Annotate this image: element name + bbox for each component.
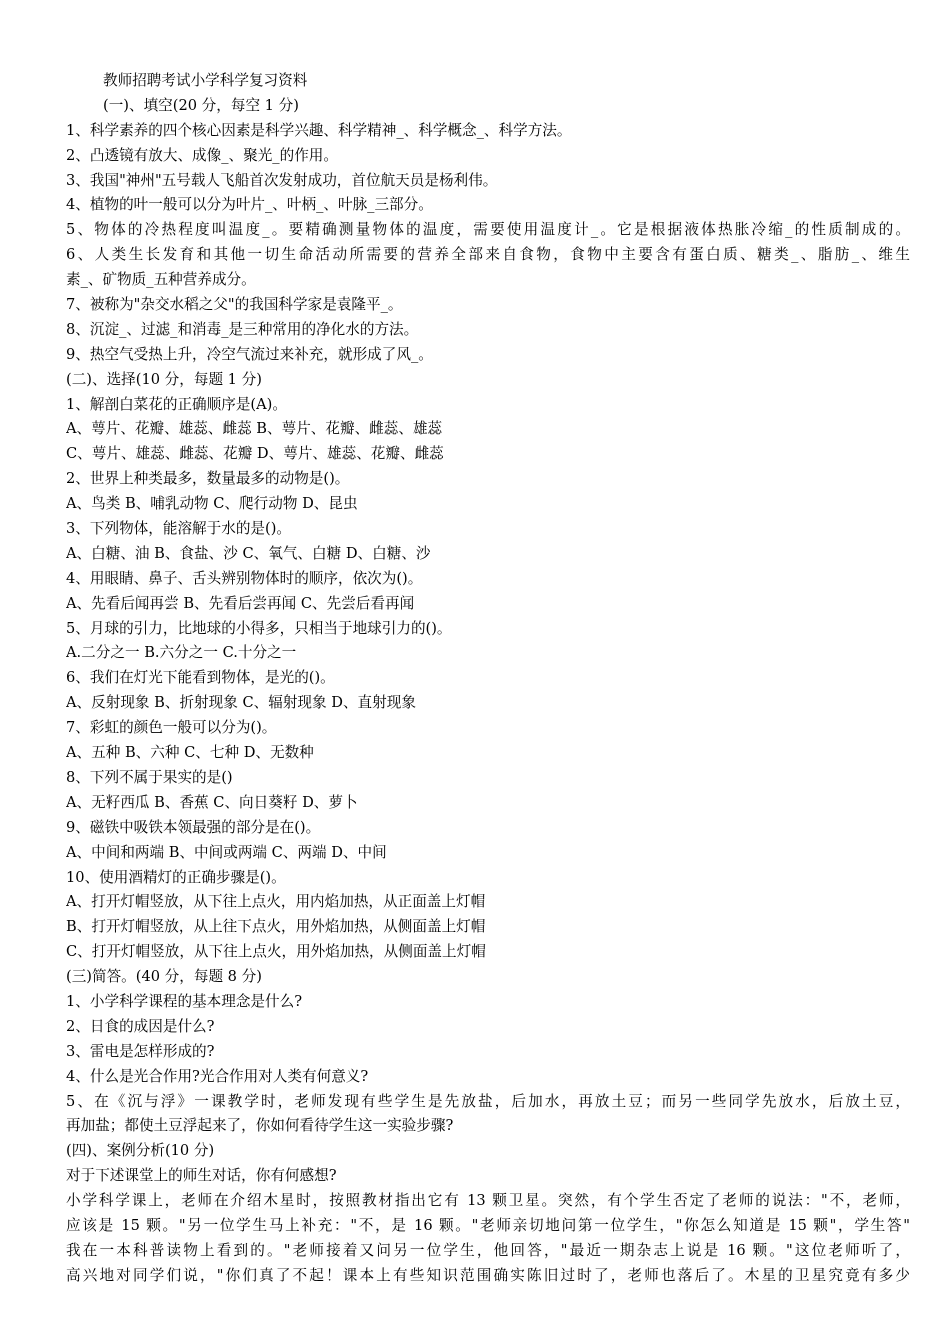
text-line: 对于下述课堂上的师生对话，你有何感想? [66,1167,337,1185]
text-line: 2、日食的成因是什么? [66,1017,215,1035]
text-line: 高兴地对同学们说，"你们真了不起！课本上有些知识范围确实陈旧过时了，老师也落后了。木星的卫星究竟有多少 [66,1266,910,1284]
text-line: 1、小学科学课程的基本理念是什么? [66,992,303,1010]
text-line: A、萼片、花瓣、雄蕊、雌蕊 B、萼片、花瓣、雌蕊、雄蕊 [66,420,443,438]
document-title: 教师招聘考试小学科学复习资料 [103,72,308,89]
text-line: A、打开灯帽竖放，从下往上点火，用内焰加热，从正面盖上灯帽 [66,893,486,911]
text-line: 5、物体的冷热程度叫温度_。要精确测量物体的温度，需要使用温度计_。它是根据液体热胀冷缩_的性质制成的。 [66,221,910,239]
text-line: 9、热空气受热上升，冷空气流过来补充，就形成了风_。 [66,345,433,363]
text-line: 7、彩虹的颜色一般可以分为()。 [66,719,277,737]
section-heading-choice: (二)、选择(10 分，每题 1 分) [66,370,262,388]
text-line: 应该是 15 颗。"另一位学生马上补充："不，是 16 颗。"老师亲切地问第一位学生，"你怎么知道是 15 颗"，学生答" [66,1216,910,1234]
text-line: 2、凸透镜有放大、成像_、聚光_的作用。 [66,146,338,164]
text-line: 8、沉淀_、过滤_和消毒_是三种常用的净化水的方法。 [66,320,419,338]
text-line: 7、被称为"杂交水稻之父"的我国科学家是袁隆平_。 [66,296,403,314]
text-line: 2、世界上种类最多，数量最多的动物是()。 [66,470,350,488]
text-line: A、无籽西瓜 B、香蕉 C、向日葵籽 D、萝卜 [66,793,358,811]
text-line: A、白糖、油 B、食盐、沙 C、氧气、白糖 D、白糖、沙 [66,544,431,562]
text-line: 4、什么是光合作用?光合作用对人类有何意义? [66,1067,369,1085]
text-line: 5、在《沉与浮》一课教学时，老师发现有些学生是先放盐，后加水，再放土豆；而另一些同学先放水，后放土豆， [66,1092,910,1110]
text-line: 8、下列不属于果实的是() [66,768,233,786]
text-line: 6、我们在灯光下能看到物体，是光的()。 [66,669,335,687]
text-line: 3、我国"神州"五号载人飞船首次发射成功，首位航天员是杨利伟。 [66,171,498,189]
section-heading-case-analysis: (四)、案例分析(10 分) [66,1142,215,1160]
text-line: A、五种 B、六种 C、七种 D、无数种 [66,744,314,762]
section-heading-short-answer: (三)简答。(40 分，每题 8 分) [66,968,262,986]
text-line: C、萼片、雄蕊、雌蕊、花瓣 D、萼片、雄蕊、花瓣、雌蕊 [66,445,444,463]
text-line: 4、植物的叶一般可以分为叶片_、叶柄_、叶脉_三部分。 [66,196,433,214]
text-line: 4、用眼睛、鼻子、舌头辨别物体时的顺序，依次为()。 [66,569,423,587]
text-line: 素_、矿物质_五种营养成分。 [66,271,256,289]
text-line: B、打开灯帽竖放，从上往下点火，用外焰加热，从侧面盖上灯帽 [66,918,486,936]
text-line: 1、科学素养的四个核心因素是科学兴趣、科学精神_、科学概念_、科学方法。 [66,121,572,139]
section-heading-fill-in: (一)、填空(20 分，每空 1 分) [103,96,299,114]
text-line: A、中间和两端 B、中间或两端 C、两端 D、中间 [66,843,387,861]
text-line: 5、月球的引力，比地球的小得多，只相当于地球引力的()。 [66,619,452,637]
text-line: 再加盐；都使土豆浮起来了，你如何看待学生这一实验步骤? [66,1117,454,1135]
text-line: A.二分之一 B.六分之一 C.十分之一 [66,644,297,662]
text-line: C、打开灯帽竖放，从下往上点火，用外焰加热，从侧面盖上灯帽 [66,943,486,961]
text-line: A、反射现象 B、折射现象 C、辐射现象 D、直射现象 [66,694,416,712]
text-line: A、鸟类 B、哺乳动物 C、爬行动物 D、昆虫 [66,495,358,513]
text-line: A、先看后闻再尝 B、先看后尝再闻 C、先尝后看再闻 [66,594,415,612]
text-line: 10、使用酒精灯的正确步骤是()。 [66,868,286,886]
text-line: 6、人类生长发育和其他一切生命活动所需要的营养全部来自食物，食物中主要含有蛋白质、糖类_、脂肪_、维生 [66,246,910,264]
text-line: 3、下列物体，能溶解于水的是()。 [66,520,291,538]
text-line: 我在一本科普读物上看到的。"老师接着又问另一位学生，他回答，"最近一期杂志上说是 16 颗。"这位老师听了， [66,1241,910,1259]
text-line: 9、磁铁中吸铁本领最强的部分是在()。 [66,818,321,836]
text-line: 3、雷电是怎样形成的? [66,1042,215,1060]
text-line: 1、解剖白菜花的正确顺序是(A)。 [66,395,287,413]
text-line: 小学科学课上，老师在介绍木星时，按照教材指出它有 13 颗卫星。突然，有个学生否定了老师的说法："不，老师， [66,1192,910,1210]
